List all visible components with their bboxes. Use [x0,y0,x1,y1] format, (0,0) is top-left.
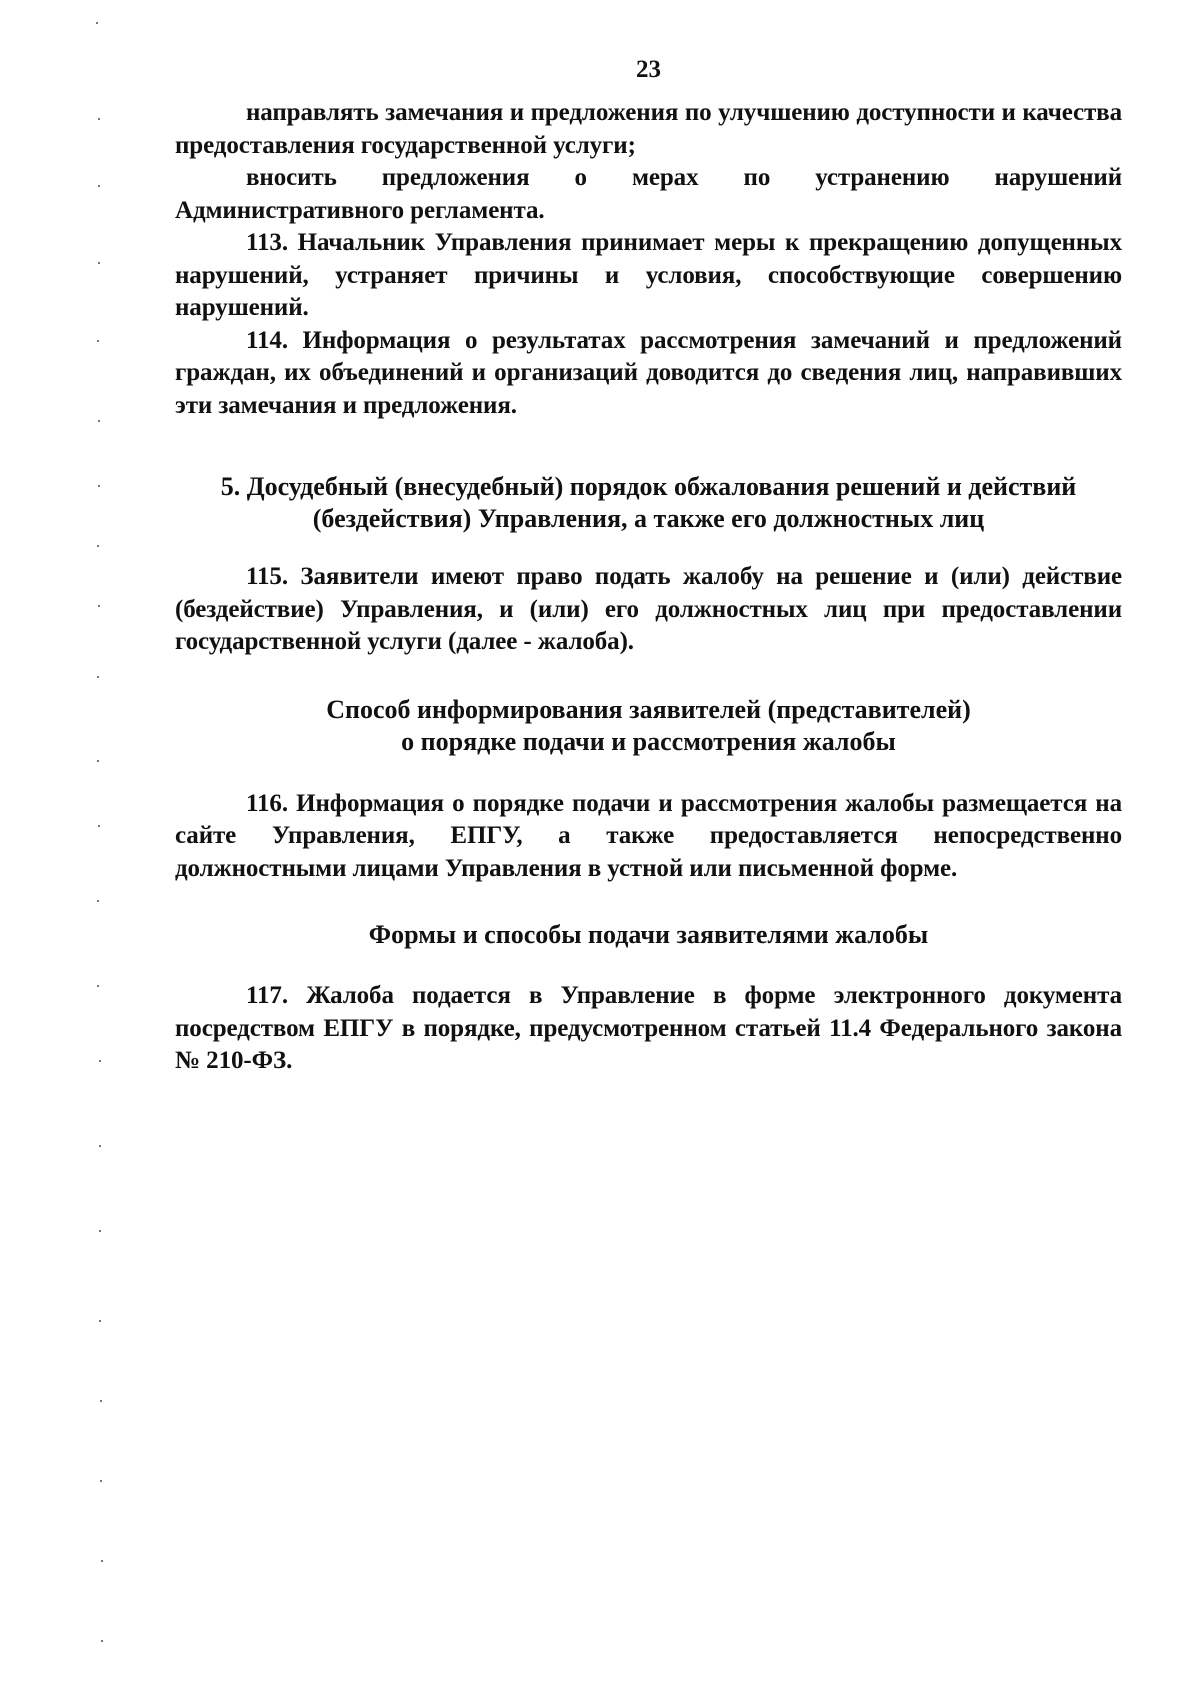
paragraph-114: 114. Информация о результатах рассмотрения замечаний и предложений граждан, их объединений и организаций доводится до сведения лиц, направивших эти замечания и предложения. [175,326,1122,419]
scan-edge-marks [0,0,120,1697]
section-heading-5 [175,471,1122,535]
section-heading-line-2: (бездействия) Управления, а также его должностных лиц [312,504,985,533]
paragraph-117: 117. Жалоба подается в Управление в форме электронного документа посредством ЕПГУ в порядке, предусмотренном статьей 11.4 Федерального закона № 210-ФЗ. [175,982,1122,1074]
paragraph-116: 116. Информация о порядке подачи и рассмотрения жалобы размещается на сайте Управления, ЕПГУ, а также предоставляется непосредственно должностными лицами Управления в устной или письменной форме. [175,789,1122,882]
document-page [175,55,1122,1078]
paragraph-proposals: вносить предложения о мерах по устранению нарушений Административного регламента. [175,164,1122,224]
subheading-informing [175,694,1122,758]
paragraph-remarks: направлять замечания и предложения по улучшению доступности и качества предоставления государственной услуги; [175,99,1122,159]
subheading-informing-line-2: о порядке подачи и рассмотрения жалобы [401,726,896,756]
paragraph-113: 113. Начальник Управления принимает меры к прекращению допущенных нарушений, устраняет причины и условия, способствующие совершению нарушений. [175,229,1122,321]
subheading-informing-line-1: Способ информирования заявителей (представителей) [326,694,971,724]
section-heading-line-1: 5. Досудебный (внесудебный) порядок обжалования решений и действий [220,472,1077,501]
subheading-forms: Формы и способы подачи заявителями жалобы [368,920,929,949]
paragraph-115: 115. Заявители имеют право подать жалобу на решение и (или) действие (бездействие) Управления, и (или) его должностных лиц при предоставлении государственной услуги (далее - жалоба). [175,563,1122,655]
page-number: 23 [636,56,661,83]
